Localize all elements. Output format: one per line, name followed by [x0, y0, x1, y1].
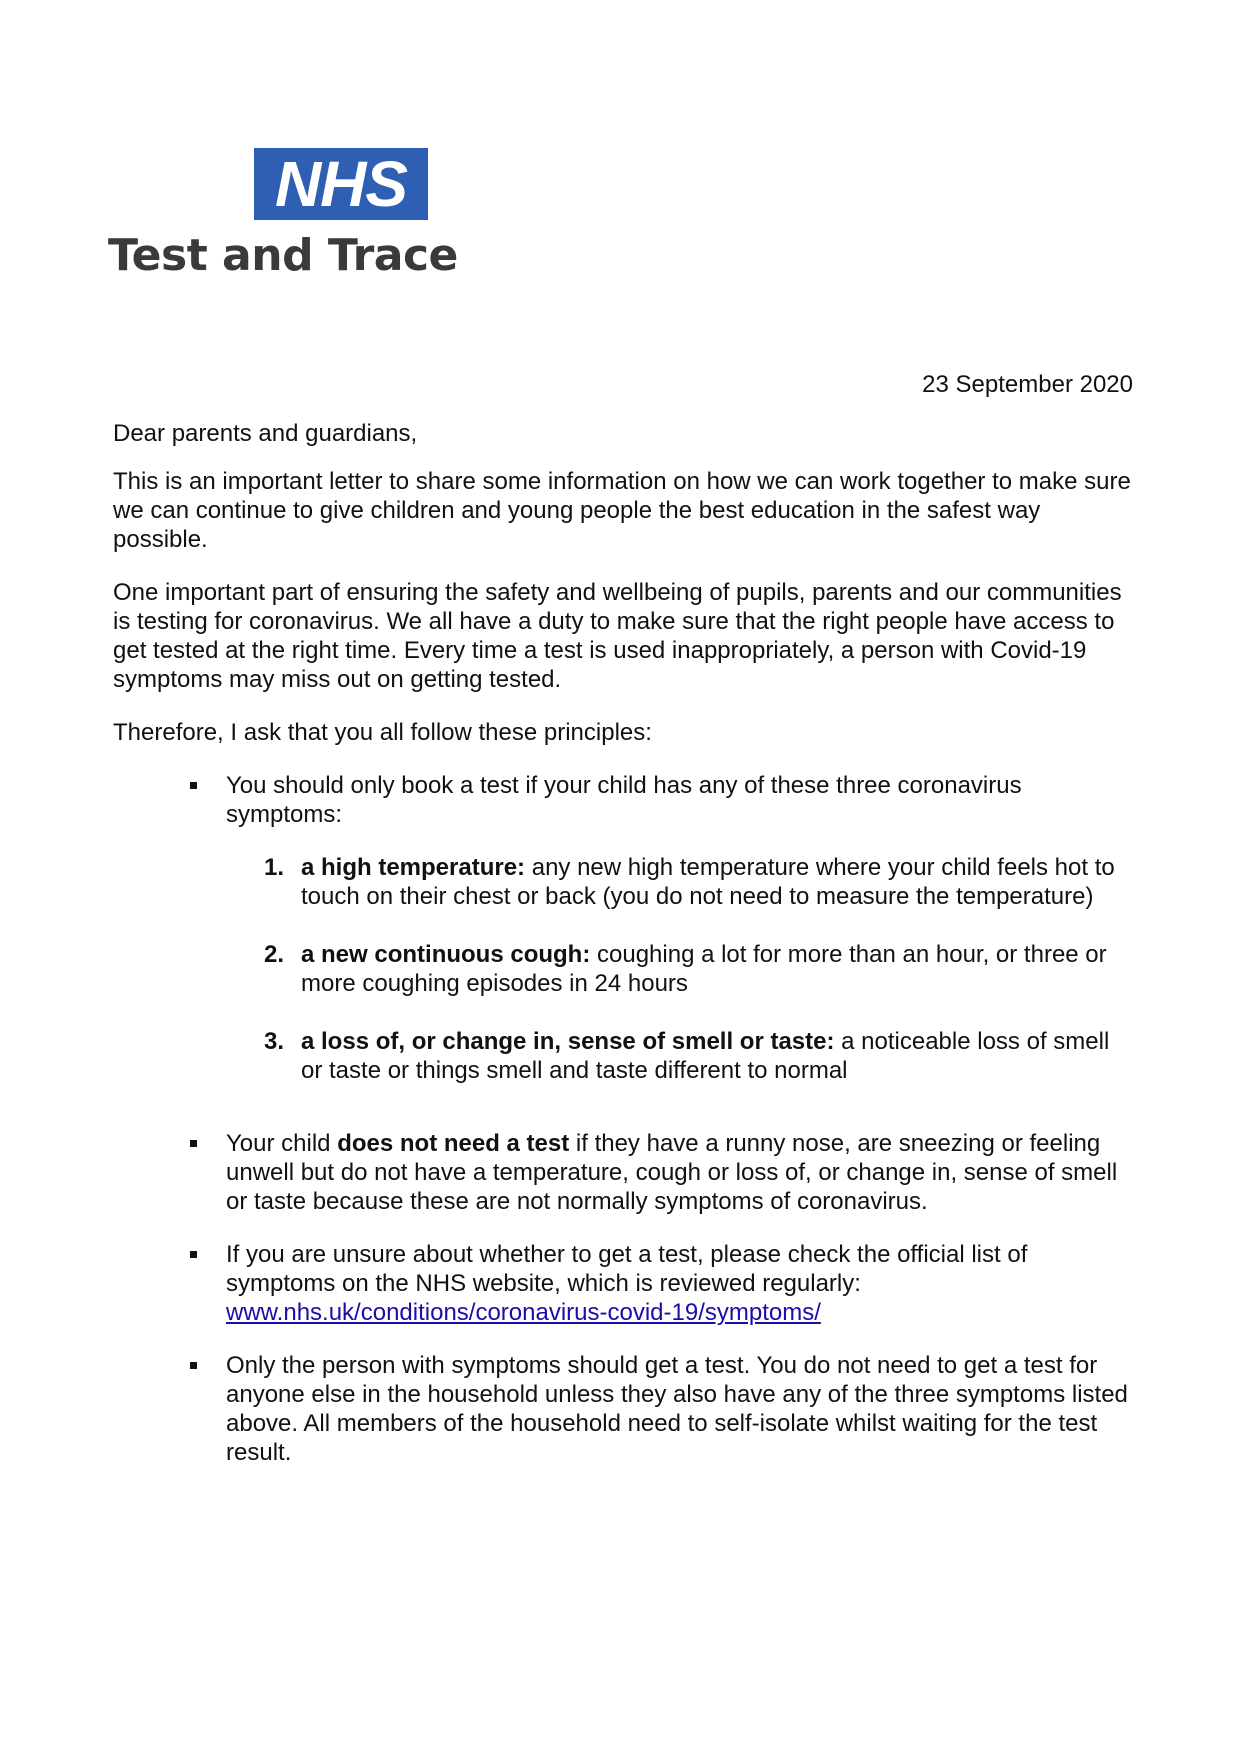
bullet-text: Only the person with symptoms should get a test. You do not need to get a test for anyone else in the household unless they also have any of the three symptoms listed above. All members of the household need to self-isolate whilst waiting for the test result.	[226, 1352, 1128, 1466]
nhs-symptoms-link[interactable]: www.nhs.uk/conditions/coronavirus-covid-19/symptoms/	[226, 1299, 821, 1326]
nhs-logo-box: NHS	[254, 148, 428, 220]
bullet-text: If you are unsure about whether to get a test, please check the official list of symptoms on the NHS website, which is reviewed regularly:	[226, 1241, 1028, 1297]
letter-body	[113, 370, 1133, 1491]
bullet-text: You should only book a test if your child has any of these three coronavirus symptoms:	[226, 772, 1022, 828]
symptom-item	[226, 940, 1133, 998]
letter-date: 23 September 2020	[922, 371, 1133, 398]
list-item	[113, 771, 1133, 1085]
symptom-title: a new continuous cough:	[301, 941, 591, 968]
list-item	[113, 1351, 1133, 1467]
symptom-title: a loss of, or change in, sense of smell or taste:	[301, 1028, 835, 1055]
symptom-item	[226, 853, 1133, 911]
square-bullet-icon	[190, 1251, 197, 1258]
logo-subtitle: Test and Trace	[108, 230, 458, 281]
paragraph-principles: Therefore, I ask that you all follow these principles:	[113, 719, 652, 746]
paragraph-intro: This is an important letter to share some information on how we can work together to make sure we can continue to give children and young people the best education in the safest way possible.	[113, 468, 1131, 553]
symptom-number: 2.	[264, 941, 285, 968]
bullet-text-bold: does not need a test	[337, 1130, 570, 1157]
square-bullet-icon	[190, 1362, 197, 1369]
symptom-number: 3.	[264, 1028, 285, 1055]
symptom-title: a high temperature:	[301, 854, 526, 881]
letter-greeting: Dear parents and guardians,	[113, 420, 418, 447]
symptom-item	[226, 1027, 1133, 1085]
square-bullet-icon	[190, 1140, 197, 1147]
paragraph-testing: One important part of ensuring the safety and wellbeing of pupils, parents and our communities is testing for coronavirus. We all have a duty to make sure that the right people have access to get tested at the right time. Every time a test is used inappropriately, a person with Covid-19 symptoms may miss out on getting tested.	[113, 579, 1122, 693]
square-bullet-icon	[190, 782, 197, 789]
bullet-text-before: Your child	[226, 1130, 338, 1157]
list-item	[113, 1129, 1133, 1216]
list-item	[113, 1240, 1133, 1327]
symptom-text: coughing a lot for more than an hour, or three or more coughing episodes in 24 hours	[301, 941, 1107, 997]
principles-list	[113, 771, 1133, 1467]
bullet-text-after: if they have a runny nose, are sneezing or feeling unwell but do not have a temperature, cough or loss of, or change in, sense of smell or taste because these are not normally symptoms of coronavirus.	[226, 1130, 1118, 1215]
symptom-text: any new high temperature where your child feels hot to touch on their chest or back (you do not need to measure the temperature)	[301, 854, 1115, 910]
symptoms-list	[226, 853, 1133, 1085]
symptom-number: 1.	[264, 854, 285, 881]
symptom-text: a noticeable loss of smell or taste or things smell and taste different to normal	[301, 1028, 1110, 1084]
